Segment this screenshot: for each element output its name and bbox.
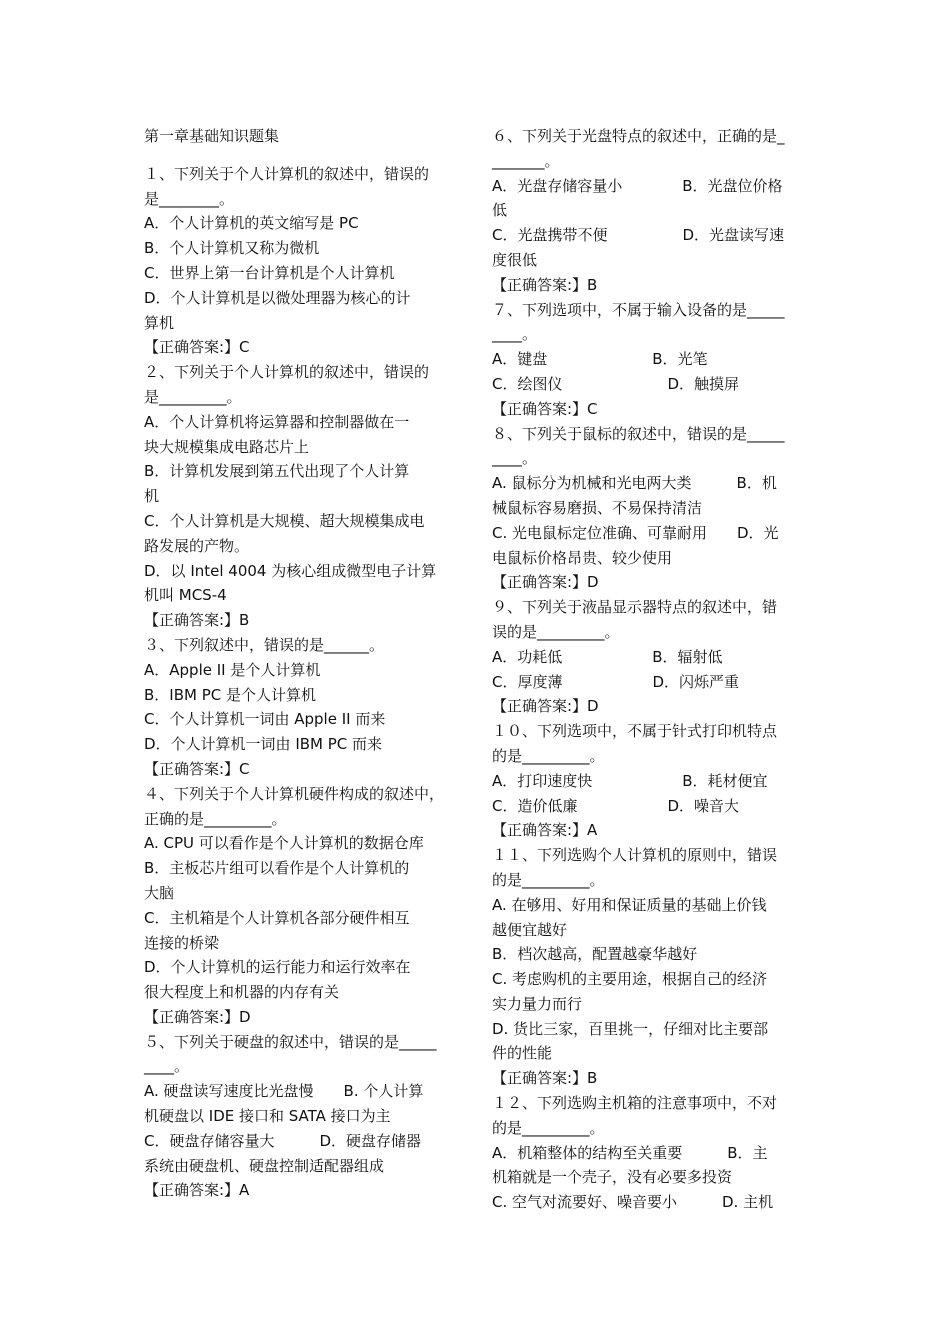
left-column-text	[144, 162, 462, 1203]
text-line: D．个人计算机是以微处理器为核心的计	[144, 288, 411, 307]
text-line: 的是_________。	[492, 870, 605, 889]
text-line: A．个人计算机的英文缩写是 PC	[144, 214, 359, 233]
text-line: A．光盘存储容量小 B．光盘位价格	[492, 176, 783, 195]
text-line: ８、下列关于鼠标的叙述中，错误的是_____	[492, 424, 785, 443]
text-line: 械鼠标容易磨损、不易保持清洁	[492, 498, 703, 517]
text-line: C. 光电鼠标定位准确、可靠耐用 D．光	[492, 523, 779, 542]
right-column-text	[492, 124, 810, 1215]
text-line: 件的性能	[492, 1044, 553, 1063]
text-line: A．Apple II 是个人计算机	[144, 660, 321, 679]
answer-line: 【正确答案:】B	[492, 1069, 598, 1088]
text-line: 的是_________。	[492, 746, 605, 765]
text-line: 低	[492, 201, 508, 220]
text-line: A．打印速度快 B．耗材便宜	[492, 771, 768, 790]
text-line: 路发展的产物。	[144, 536, 250, 555]
text-line: C．硬盘存储容量大 D．硬盘存储器	[144, 1131, 422, 1150]
text-line: C．厚度薄 D．闪烁严重	[492, 672, 740, 691]
text-line: A．个人计算机将运算器和控制器做在一	[144, 412, 410, 431]
text-line: C. 空气对流要好、噪音要小 D. 主机	[492, 1193, 774, 1212]
text-line: C．光盘携带不便 D．光盘读写速	[492, 226, 785, 245]
text-line: ７、下列选项中，不属于输入设备的是_____	[492, 300, 785, 319]
text-line: １１、下列选购个人计算机的原则中，错误	[492, 846, 778, 865]
text-line: 大脑	[144, 883, 175, 902]
text-line: B．个人计算机又称为微机	[144, 239, 320, 258]
text-line: 正确的是_________。	[144, 809, 287, 828]
text-line: A．机箱整体的结构至关重要 B．主	[492, 1143, 768, 1162]
text-line: D. 货比三家，百里挑一，仔细对比主要部	[492, 1019, 769, 1038]
text-line: ２、下列关于个人计算机的叙述中，错误的	[144, 363, 430, 382]
text-line: B．计算机发展到第五代出现了个人计算	[144, 462, 410, 481]
text-line: A. 硬盘读写速度比光盘慢 B. 个人计算	[144, 1082, 424, 1101]
answer-line: 【正确答案:】A	[492, 821, 598, 840]
text-line: 的是_________。	[492, 1118, 605, 1137]
text-line: D．个人计算机一词由 IBM PC 而来	[144, 735, 383, 754]
text-line: 机硬盘以 IDE 接口和 SATA 接口为主	[144, 1107, 391, 1126]
text-line: C．造价低廉 D．噪音大	[492, 796, 740, 815]
text-line: D．个人计算机的运行能力和运行效率在	[144, 958, 411, 977]
text-line: 是_________。	[144, 387, 242, 406]
text-line: 度很低	[492, 250, 538, 269]
answer-line: 【正确答案:】C	[144, 338, 250, 357]
text-line: １０、下列选项中，不属于针式打印机特点	[492, 722, 778, 741]
text-line: B．IBM PC 是个人计算机	[144, 685, 317, 704]
text-line: 系统由硬盘机、硬盘控制适配器组成	[144, 1156, 385, 1175]
text-line: A．键盘 B．光笔	[492, 350, 708, 369]
text-line: 块大规模集成电路芯片上	[144, 437, 310, 456]
text-line: ４、下列关于个人计算机硬件构成的叙述中，	[144, 784, 445, 803]
right-column	[492, 124, 810, 1215]
text-line: _______。	[492, 151, 560, 170]
text-line: 实力量力而行	[492, 994, 583, 1013]
text-line: 电鼠标价格昂贵、较少使用	[492, 548, 673, 567]
text-line: ３、下列叙述中，错误的是______。	[144, 635, 385, 654]
text-line: C．世界上第一台计算机是个人计算机	[144, 263, 395, 282]
text-line: １、下列关于个人计算机的叙述中，错误的	[144, 164, 430, 183]
text-line: C．绘图仪 D．触摸屏	[492, 374, 740, 393]
text-line: ９、下列关于液晶显示器特点的叙述中，错	[492, 598, 778, 617]
text-line: 机	[144, 487, 160, 506]
answer-line: 【正确答案:】B	[144, 611, 250, 630]
answer-line: 【正确答案:】D	[492, 573, 599, 592]
left-column	[144, 124, 462, 1203]
text-line: 机箱就是一个壳子，没有必要多投资	[492, 1168, 733, 1187]
text-line: 算机	[144, 313, 175, 332]
text-line: ____。	[492, 449, 538, 468]
text-line: A. 鼠标分为机械和光电两大类 B．机	[492, 474, 777, 493]
answer-line: 【正确答案:】D	[144, 1007, 251, 1026]
answer-line: 【正确答案:】C	[144, 759, 250, 778]
text-line: 机叫 MCS-4	[144, 586, 227, 605]
text-line: ５、下列关于硬盘的叙述中，错误的是_____	[144, 1032, 437, 1051]
chapter-title: 第一章基础知识题集	[144, 127, 280, 145]
text-line: A. CPU 可以看作是个人计算机的数据仓库	[144, 834, 424, 853]
text-line: A. 在够用、好用和保证质量的基础上价钱	[492, 895, 767, 914]
text-line: D．以 Intel 4004 为核心组成微型电子计算	[144, 561, 437, 580]
text-line: 是________。	[144, 189, 235, 208]
text-line: C．个人计算机一词由 Apple II 而来	[144, 710, 386, 729]
text-line: 连接的桥梁	[144, 933, 220, 952]
answer-line: 【正确答案:】D	[492, 697, 599, 716]
text-line: １２、下列选购主机箱的注意事项中，不对	[492, 1094, 778, 1113]
text-line: ６、下列关于光盘特点的叙述中，正确的是_	[492, 127, 785, 145]
text-line: C. 考虑购机的主要用途，根据自己的经济	[492, 970, 768, 989]
answer-line: 【正确答案:】B	[492, 275, 598, 294]
text-line: B．主板芯片组可以看作是个人计算机的	[144, 859, 410, 878]
text-line: 误的是_________。	[492, 622, 620, 641]
answer-line: 【正确答案:】C	[492, 399, 598, 418]
text-line: C．个人计算机是大规模、超大规模集成电	[144, 511, 425, 530]
text-line: C．主机箱是个人计算机各部分硬件相互	[144, 908, 410, 927]
text-line: ____。	[144, 1057, 190, 1076]
text-line: A．功耗低 B．辐射低	[492, 647, 723, 666]
text-line: B．档次越高，配置越豪华越好	[492, 945, 698, 964]
answer-line: 【正确答案:】A	[144, 1181, 250, 1200]
text-line: 很大程度上和机器的内存有关	[144, 983, 340, 1002]
text-line: ____。	[492, 325, 538, 344]
text-line: 越便宜越好	[492, 920, 568, 939]
